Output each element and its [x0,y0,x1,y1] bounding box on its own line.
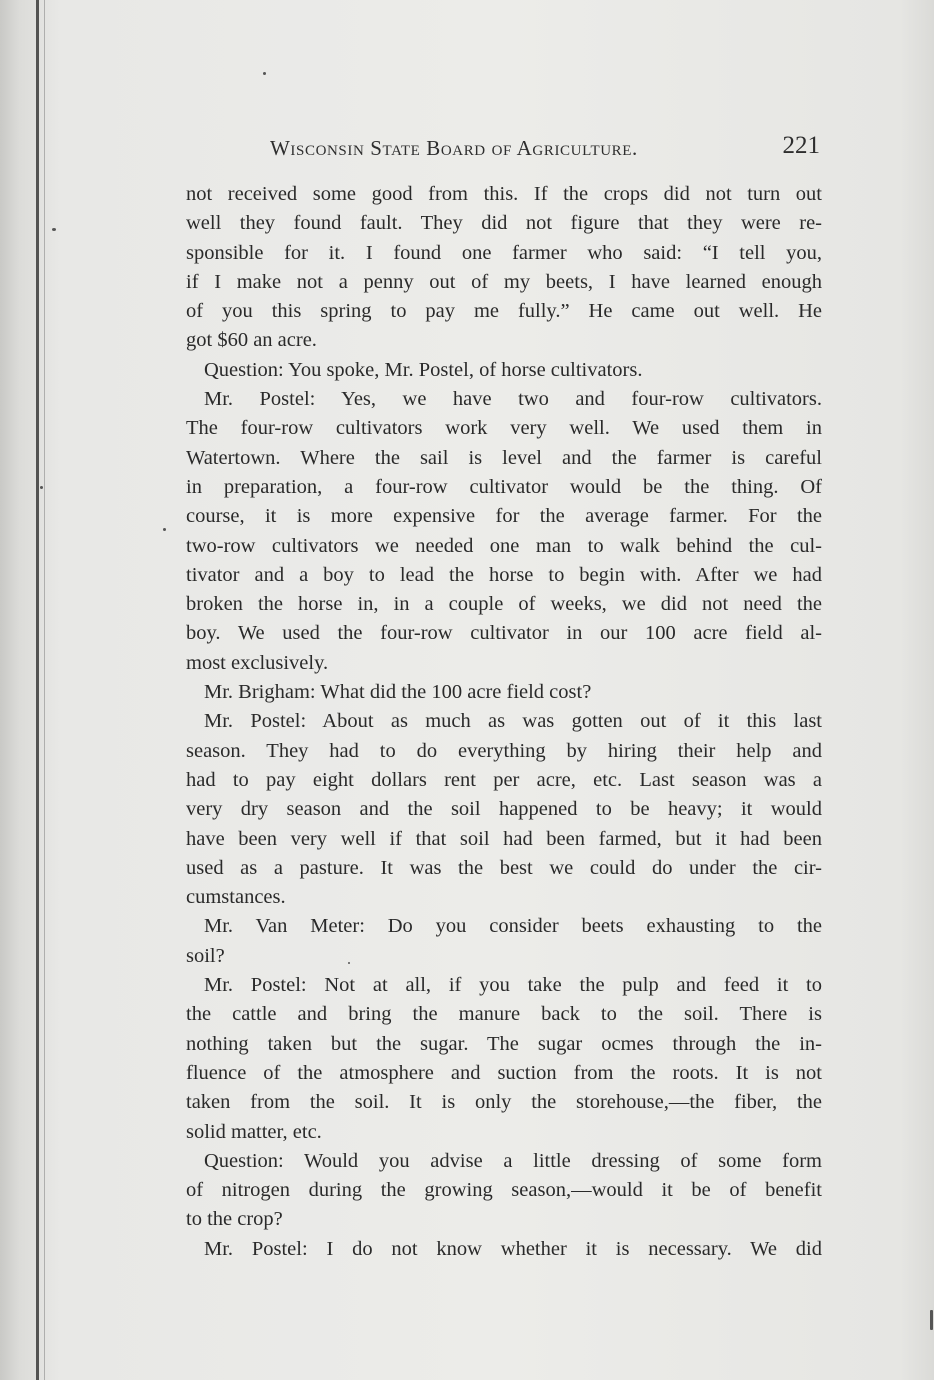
text-line: broken the horse in, in a couple of weeks, we did not need the [186,593,822,616]
text-line: Mr. Van Meter: Do you consider beets exhausting to the [204,915,822,938]
text-line: very dry season and the soil happened to be heavy; it would [186,798,822,821]
running-title: Wisconsin State Board of Agriculture. [270,136,638,160]
text-line: tivator and a boy to lead the horse to begin with. After we had [186,563,822,586]
text-line: used as a pasture. It was the best we could do under the cir- [186,856,822,879]
text-line: Mr. Postel: Yes, we have two and four-row cultivators. [204,388,822,411]
scan-speck [40,486,43,489]
text-line: got $60 an acre. [186,329,317,352]
text-line: had to pay eight dollars rent per acre, etc. Last season was a [186,768,822,791]
text-line: most exclusively. [186,651,329,674]
text-line: sponsible for it. I found one farmer who said: “I tell you, [186,241,822,264]
text-line: cumstances. [186,886,286,909]
text-line: of nitrogen during the growing season,—would it be of benefit [186,1179,822,1202]
text-line: Mr. Brigham: What did the 100 acre field cost? [204,681,592,704]
text-line: season. They had to do everything by hiring their help and [186,739,822,762]
text-line: Mr. Postel: I do not know whether it is necessary. We did [204,1237,822,1260]
text-line: have been very well if that soil had been farmed, but it had been [186,827,822,850]
text-line: nothing taken but the sugar. The sugar ocmes through the in- [186,1032,822,1055]
text-line: to the crop? [186,1208,283,1231]
text-line: the cattle and bring the manure back to the soil. There is [186,1003,822,1026]
text-line: soil? [186,944,225,967]
text-line: Mr. Postel: About as much as was gotten out of it this last [204,710,822,733]
text-line: Watertown. Where the sail is level and the farmer is careful [186,446,822,469]
text-line: solid matter, etc. [186,1120,322,1143]
scan-speck [348,962,350,964]
scan-speck [263,72,266,75]
binding-edge [36,0,39,1380]
text-line: fluence of the atmosphere and suction from the roots. It is not [186,1061,822,1084]
page-number: 221 [782,132,820,159]
text-line: well they found fault. They did not figure that they were re- [186,212,822,235]
text-line: The four-row cultivators work very well. We used them in [186,417,822,440]
running-head [186,128,820,164]
scan-speck [52,228,56,231]
text-line: if I make not a penny out of my beets, I have learned enough [186,270,822,293]
text-line: two-row cultivators we needed one man to walk behind the cul- [186,534,822,557]
text-line: in preparation, a four-row cultivator would be the thing. Of [186,475,822,498]
text-line: boy. We used the four-row cultivator in our 100 acre field al- [186,622,822,645]
text-line: not received some good from this. If the crops did not turn out [186,183,822,205]
text-line: taken from the soil. It is only the storehouse,—the fiber, the [186,1091,822,1114]
text-line: course, it is more expensive for the average farmer. For the [186,505,822,528]
scan-speck [930,1310,933,1330]
binding-shadow [44,0,45,1380]
text-line: of you this spring to pay me fully.” He came out well. He [186,300,822,323]
scan-speck [163,528,166,531]
body-text [186,180,822,1264]
text-line: Question: You spoke, Mr. Postel, of horse cultivators. [204,358,643,381]
text-line: Mr. Postel: Not at all, if you take the pulp and feed it to [204,974,822,997]
text-line: Question: Would you advise a little dressing of some form [204,1149,822,1172]
